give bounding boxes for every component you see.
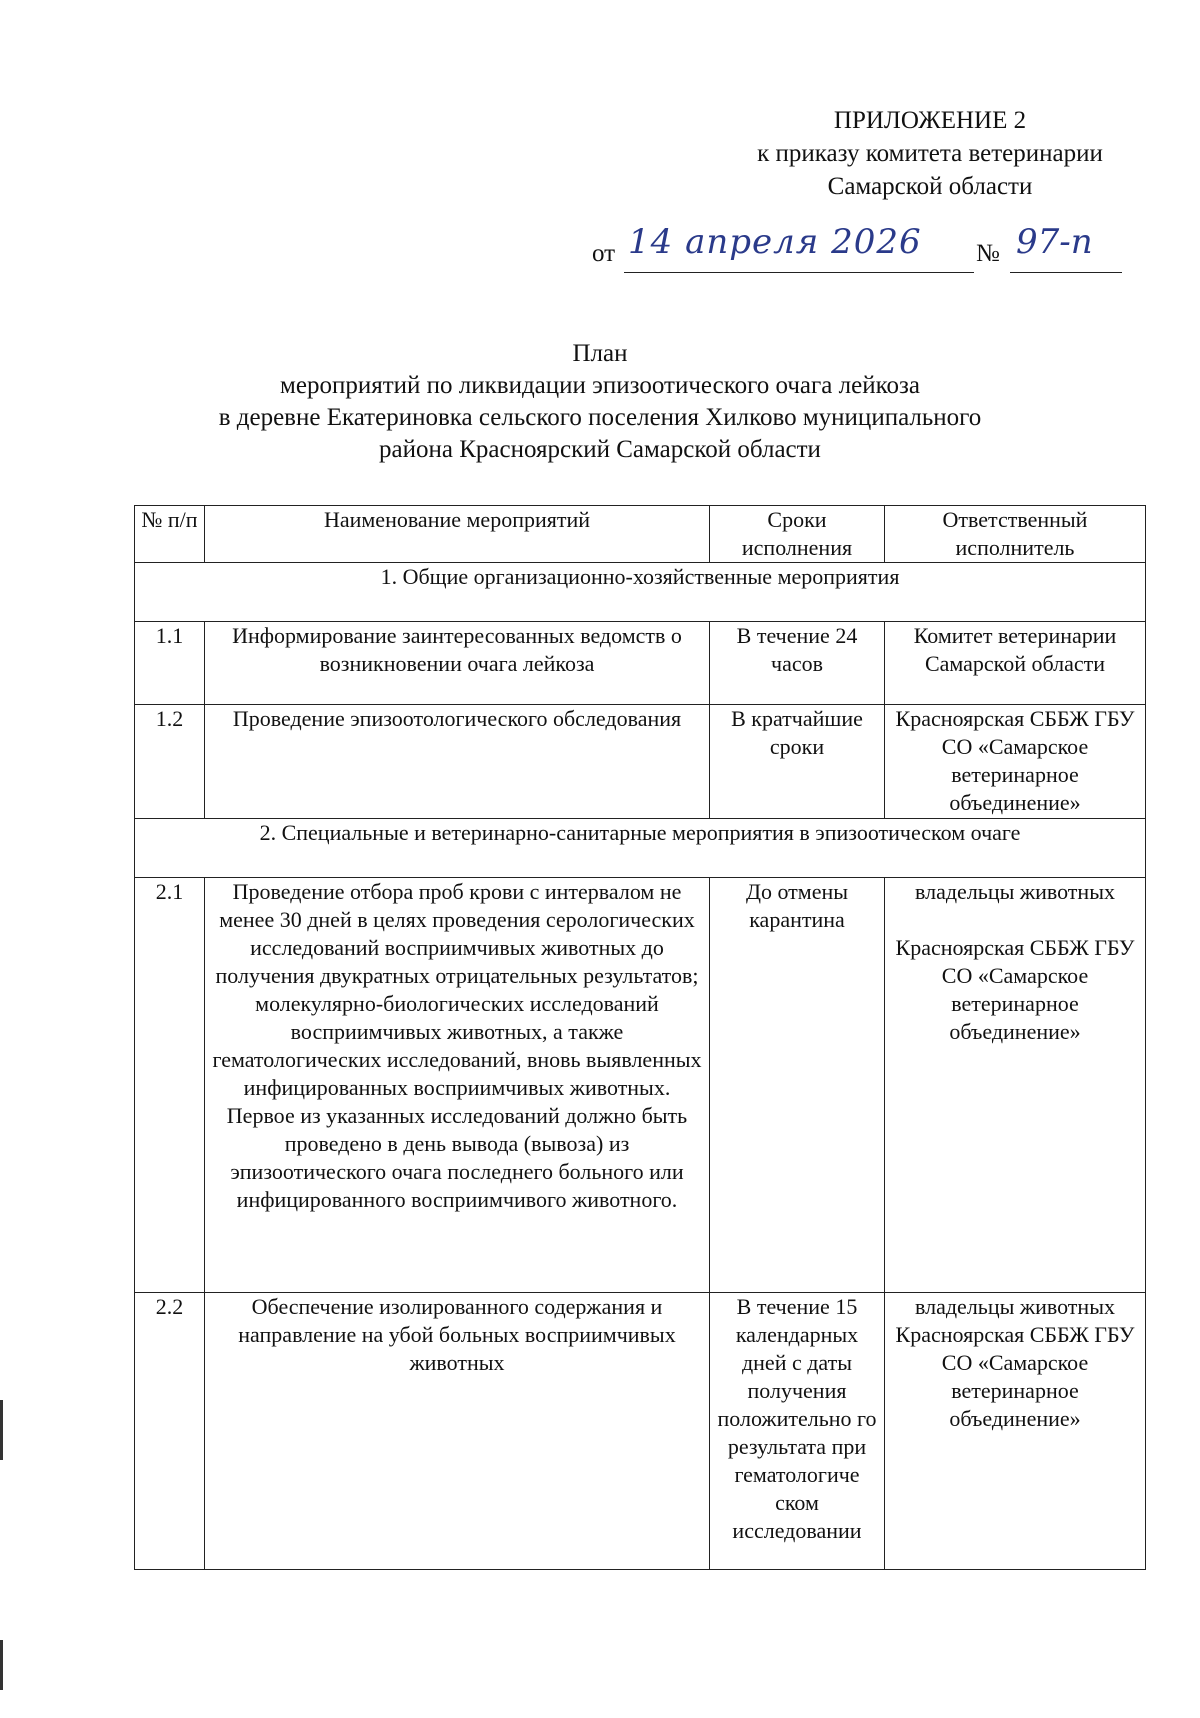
scan-margin-mark [0,1640,3,1690]
table-row [135,1293,1146,1570]
table-row [135,878,1146,1293]
plan-subtitle-line-1: мероприятий по ликвидации эпизоотического очага лейкоза [280,372,920,399]
plan-title-block [130,338,1070,466]
order-date-underline [624,272,974,273]
row-num: 1.2 [135,705,205,819]
scan-margin-mark [0,1400,3,1460]
table-row [135,622,1146,705]
row-name: Информирование заинтересованных ведомств о возникновении очага лейкоза [205,622,710,705]
plan-table [134,505,1146,1570]
plan-title: План [572,340,628,367]
row-name-part-1: Проведение отбора проб крови с интервалом не менее 30 дней в целях проведения серологических исследований восприимчивых животных до получения двукратных отрицательных результатов; молекулярно-биологических исследований восприимчивых животных, а также гематологических исследований, вновь выявленных инфицированных восприимчивых животных. [212,879,702,1100]
row-responsible-part-1: владельцы животных [915,879,1115,904]
row-responsible-part-1: владельцы животных [915,1294,1115,1319]
header-num: № п/п [135,506,205,563]
row-responsible [885,1293,1146,1570]
order-reference [588,222,1128,274]
section-title-1: 1. Общие организационно-хозяйственные мероприятия [135,563,1146,622]
row-name [205,878,710,1293]
order-number-handwritten: 97-п [1016,222,1093,262]
section-title-2: 2. Специальные и ветеринарно-санитарные мероприятия в эпизоотическом очаге [135,819,1146,878]
row-deadline: В течение 15 календарных дней с даты получения положительно го результата при гематологиче ском исследовании [710,1293,885,1570]
order-date-handwritten: 14 апреля 2026 [628,222,922,262]
table-row [135,705,1146,819]
table-header-row [135,506,1146,563]
row-name: Обеспечение изолированного содержания и направление на убой больных восприимчивых животных [205,1293,710,1570]
row-deadline: В течение 24 часов [710,622,885,705]
header-responsible: Ответственный исполнитель [885,506,1146,563]
row-responsible: Красноярская СББЖ ГБУ СО «Самарское ветеринарное объединение» [885,705,1146,819]
appendix-header [700,104,1160,203]
row-responsible: Комитет ветеринарии Самарской области [885,622,1146,705]
header-name: Наименование мероприятий [205,506,710,563]
row-responsible-part-2: Красноярская СББЖ ГБУ СО «Самарское ветеринарное объединение» [895,935,1135,1044]
row-responsible [885,878,1146,1293]
row-num: 2.1 [135,878,205,1293]
order-number-label: № [976,240,1000,267]
appendix-line-2: Самарской области [827,173,1033,200]
row-responsible-spacer [890,906,1140,934]
row-num: 2.2 [135,1293,205,1570]
order-number-underline [1010,272,1122,273]
header-deadline: Сроки исполнения [710,506,885,563]
appendix-title: ПРИЛОЖЕНИЕ 2 [833,107,1027,134]
row-responsible-part-2: Красноярская СББЖ ГБУ СО «Самарское ветеринарное объединение» [895,1322,1135,1431]
row-deadline: До отмены карантина [710,878,885,1293]
appendix-line-1: к приказу комитета ветеринарии [757,140,1103,167]
row-name-part-2: Первое из указанных исследований должно быть проведено в день вывода (вывоза) из эпизоотического очага последнего больного или инфицированного восприимчивого животного. [226,1103,688,1212]
order-date-prefix: от [592,240,616,267]
row-name: Проведение эпизоотологического обследования [205,705,710,819]
plan-subtitle-line-3: района Красноярский Самарской области [379,436,821,463]
plan-subtitle-line-2: в деревне Екатериновка сельского поселения Хилково муниципального [218,404,982,431]
row-num: 1.1 [135,622,205,705]
row-deadline: В кратчайшие сроки [710,705,885,819]
section-row-2 [135,819,1146,878]
section-row-1 [135,563,1146,622]
